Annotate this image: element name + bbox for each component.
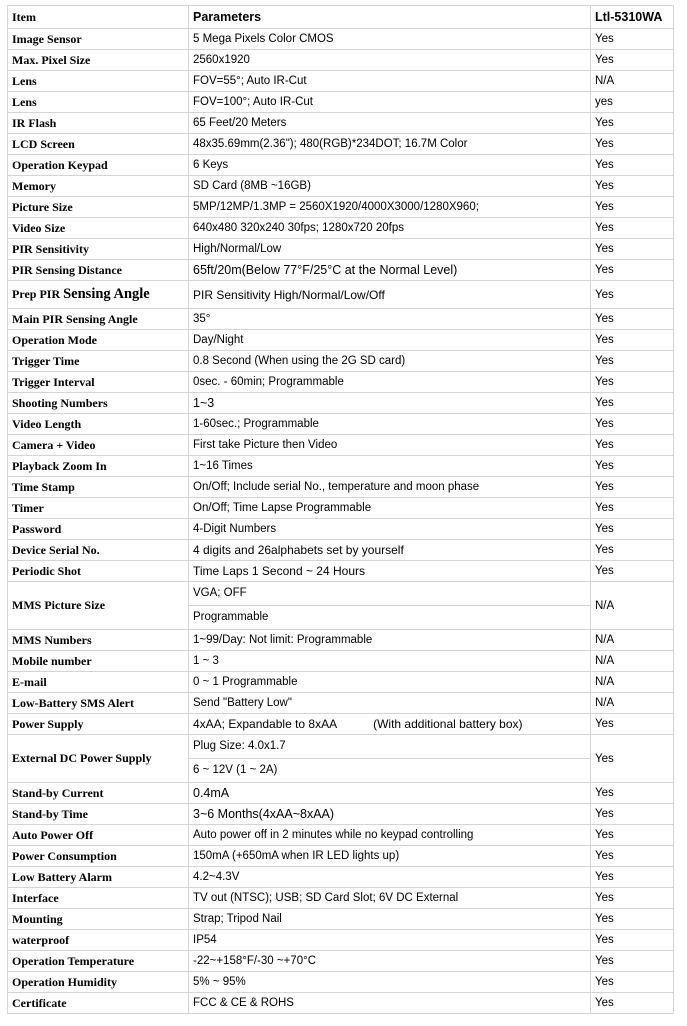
row-item [8,281,189,309]
table-row [8,218,674,239]
row-item: IR Flash [8,113,189,134]
row-item: Password [8,519,189,540]
row-item: Trigger Interval [8,372,189,393]
row-param: -22~+158°F/-30 ~+70°C [189,951,591,972]
table-row [8,630,674,651]
table-row [8,260,674,281]
row-param: 1-60sec.; Programmable [189,414,591,435]
row-item: Operation Temperature [8,951,189,972]
table-row [8,393,674,414]
row-value: Yes [591,176,674,197]
table-row [8,309,674,330]
table-row [8,972,674,993]
row-param: 1 ~ 3 [189,651,591,672]
row-item: Video Size [8,218,189,239]
row-param: Day/Night [189,330,591,351]
table-row [8,435,674,456]
table-row [8,651,674,672]
row-param-line: 6 ~ 12V (1 ~ 2A) [189,758,590,782]
table-row [8,930,674,951]
row-item: Memory [8,176,189,197]
table-row [8,176,674,197]
row-param: 4.2~4.3V [189,867,591,888]
row-value: N/A [591,630,674,651]
row-value: Yes [591,519,674,540]
row-param: SD Card (8MB ~16GB) [189,176,591,197]
row-value: Yes [591,134,674,155]
row-param: 0.4mA [189,783,591,804]
row-item: Power Supply [8,714,189,735]
row-param: 1~16 Times [189,456,591,477]
table-row [8,414,674,435]
row-param: 4 digits and 26alphabets set by yourself [189,540,591,561]
row-param: PIR Sensitivity High/Normal/Low/Off [189,281,591,309]
table-row [8,714,674,735]
row-item: Power Consumption [8,846,189,867]
table-row [8,351,674,372]
row-param: Send "Battery Low" [189,693,591,714]
row-param: 35° [189,309,591,330]
row-param-line: Programmable [189,605,590,629]
table-row [8,846,674,867]
row-item: PIR Sensitivity [8,239,189,260]
row-param: FCC & CE & ROHS [189,993,591,1014]
row-value: Yes [591,29,674,50]
table-row [8,155,674,176]
row-item: MMS Numbers [8,630,189,651]
row-param-line: VGA; OFF [193,587,247,599]
table-row [8,372,674,393]
row-value: Yes [591,951,674,972]
table-row [8,993,674,1014]
row-param: IP54 [189,930,591,951]
table-row [8,92,674,113]
row-item: Mobile number [8,651,189,672]
row-item: Operation Humidity [8,972,189,993]
row-value: Yes [591,351,674,372]
row-value: Yes [591,113,674,134]
row-value: Yes [591,846,674,867]
row-param [189,714,591,735]
header-item: Item [8,6,189,29]
row-value: Yes [591,804,674,825]
row-value: Yes [591,218,674,239]
table-row [8,825,674,846]
row-param: 6 Keys [189,155,591,176]
row-item: MMS Picture Size [8,582,189,630]
row-item: waterproof [8,930,189,951]
row-item: Time Stamp [8,477,189,498]
header-parameters: Parameters [189,6,591,29]
table-row [8,29,674,50]
table-row [8,498,674,519]
row-value: Yes [591,393,674,414]
row-param: TV out (NTSC); USB; SD Card Slot; 6V DC External [189,888,591,909]
row-param: 5MP/12MP/1.3MP = 2560X1920/4000X3000/1280X960; [189,197,591,218]
row-value: Yes [591,540,674,561]
table-row [8,456,674,477]
row-item: Lens [8,71,189,92]
row-value: Yes [591,783,674,804]
row-param: Strap; Tripod Nail [189,909,591,930]
row-item: Camera + Video [8,435,189,456]
table-row [8,197,674,218]
row-value: Yes [591,867,674,888]
row-value: Yes [591,909,674,930]
row-value: Yes [591,561,674,582]
table-row [8,281,674,309]
row-param: 640x480 320x240 30fps; 1280x720 20fps [189,218,591,239]
row-item-part-large: Sensing Angle [63,286,150,302]
spec-table [7,5,674,1014]
row-param: 0.8 Second (When using the 2G SD card) [189,351,591,372]
table-row [8,582,674,630]
row-param: 65ft/20m(Below 77°F/25°C at the Normal Level) [189,260,591,281]
row-value: Yes [591,239,674,260]
row-item: Interface [8,888,189,909]
table-row [8,50,674,71]
row-value: Yes [591,309,674,330]
row-value: Yes [591,735,674,783]
row-item: Operation Mode [8,330,189,351]
row-param: FOV=100°; Auto IR-Cut [189,92,591,113]
row-param: 4-Digit Numbers [189,519,591,540]
table-row [8,561,674,582]
row-param: 150mA (+650mA when IR LED lights up) [189,846,591,867]
row-value: Yes [591,372,674,393]
row-param: 65 Feet/20 Meters [189,113,591,134]
row-item: Max. Pixel Size [8,50,189,71]
row-value: Yes [591,281,674,309]
row-param-part: (With additional battery box) [373,717,523,731]
row-value: N/A [591,693,674,714]
row-value: Yes [591,414,674,435]
row-value: Yes [591,825,674,846]
table-row [8,113,674,134]
row-item: Stand-by Current [8,783,189,804]
row-item: Lens [8,92,189,113]
table-row [8,519,674,540]
row-param: High/Normal/Low [189,239,591,260]
table-row [8,71,674,92]
table-row [8,951,674,972]
table-row [8,804,674,825]
row-item: Image Sensor [8,29,189,50]
row-value: Yes [591,498,674,519]
row-item: Mounting [8,909,189,930]
table-row [8,672,674,693]
row-param: 5 Mega Pixels Color CMOS [189,29,591,50]
row-param-split [189,582,591,630]
row-param: FOV=55°; Auto IR-Cut [189,71,591,92]
row-param-part: 4xAA; Expandable to 8xAA [193,717,338,731]
row-value: Yes [591,197,674,218]
row-value: Yes [591,993,674,1014]
row-item: Device Serial No. [8,540,189,561]
table-header-row [8,6,674,29]
row-item: Periodic Shot [8,561,189,582]
row-item: Video Length [8,414,189,435]
row-param: 5% ~ 95% [189,972,591,993]
row-param: 1~3 [189,393,591,414]
row-value: Yes [591,972,674,993]
row-item: Shooting Numbers [8,393,189,414]
row-value: Yes [591,477,674,498]
row-item: Trigger Time [8,351,189,372]
row-value: N/A [591,672,674,693]
row-value: Yes [591,155,674,176]
row-value: N/A [591,582,674,630]
row-item: Playback Zoom In [8,456,189,477]
row-param: 3~6 Months(4xAA~8xAA) [189,804,591,825]
row-value: N/A [591,651,674,672]
table-row [8,540,674,561]
row-item: Low-Battery SMS Alert [8,693,189,714]
row-value: N/A [591,71,674,92]
row-item: Auto Power Off [8,825,189,846]
table-row [8,477,674,498]
row-param-line: Plug Size: 4.0x1.7 [193,740,286,752]
row-value: Yes [591,260,674,281]
row-param: Time Laps 1 Second ~ 24 Hours [189,561,591,582]
row-item: PIR Sensing Distance [8,260,189,281]
row-value: Yes [591,456,674,477]
row-item-part: Prep PIR [12,287,64,301]
table-row [8,888,674,909]
row-param: 1~99/Day: Not limit: Programmable [189,630,591,651]
row-value: yes [591,92,674,113]
row-item: Certificate [8,993,189,1014]
row-item: Stand-by Time [8,804,189,825]
row-item: Picture Size [8,197,189,218]
row-item: Timer [8,498,189,519]
table-row [8,783,674,804]
row-value: Yes [591,50,674,71]
row-item: Main PIR Sensing Angle [8,309,189,330]
table-row [8,693,674,714]
table-row [8,735,674,783]
row-param-split [189,735,591,783]
row-param: 0 ~ 1 Programmable [189,672,591,693]
table-row [8,239,674,260]
table-row [8,909,674,930]
table-row [8,134,674,155]
row-value: Yes [591,714,674,735]
row-item: Operation Keypad [8,155,189,176]
header-model: Ltl-5310WA [591,6,674,29]
row-param: 48x35.69mm(2.36"); 480(RGB)*234DOT; 16.7M Color [189,134,591,155]
row-item: E-mail [8,672,189,693]
row-param: On/Off; Time Lapse Programmable [189,498,591,519]
row-param: First take Picture then Video [189,435,591,456]
row-param: 0sec. - 60min; Programmable [189,372,591,393]
row-item: External DC Power Supply [8,735,189,783]
row-value: Yes [591,888,674,909]
table-row [8,330,674,351]
row-item: Low Battery Alarm [8,867,189,888]
table-row [8,867,674,888]
row-param: Auto power off in 2 minutes while no keypad controlling [189,825,591,846]
row-value: Yes [591,330,674,351]
row-param: On/Off; Include serial No., temperature and moon phase [189,477,591,498]
row-value: Yes [591,930,674,951]
row-item: LCD Screen [8,134,189,155]
row-value: Yes [591,435,674,456]
row-param: 2560x1920 [189,50,591,71]
